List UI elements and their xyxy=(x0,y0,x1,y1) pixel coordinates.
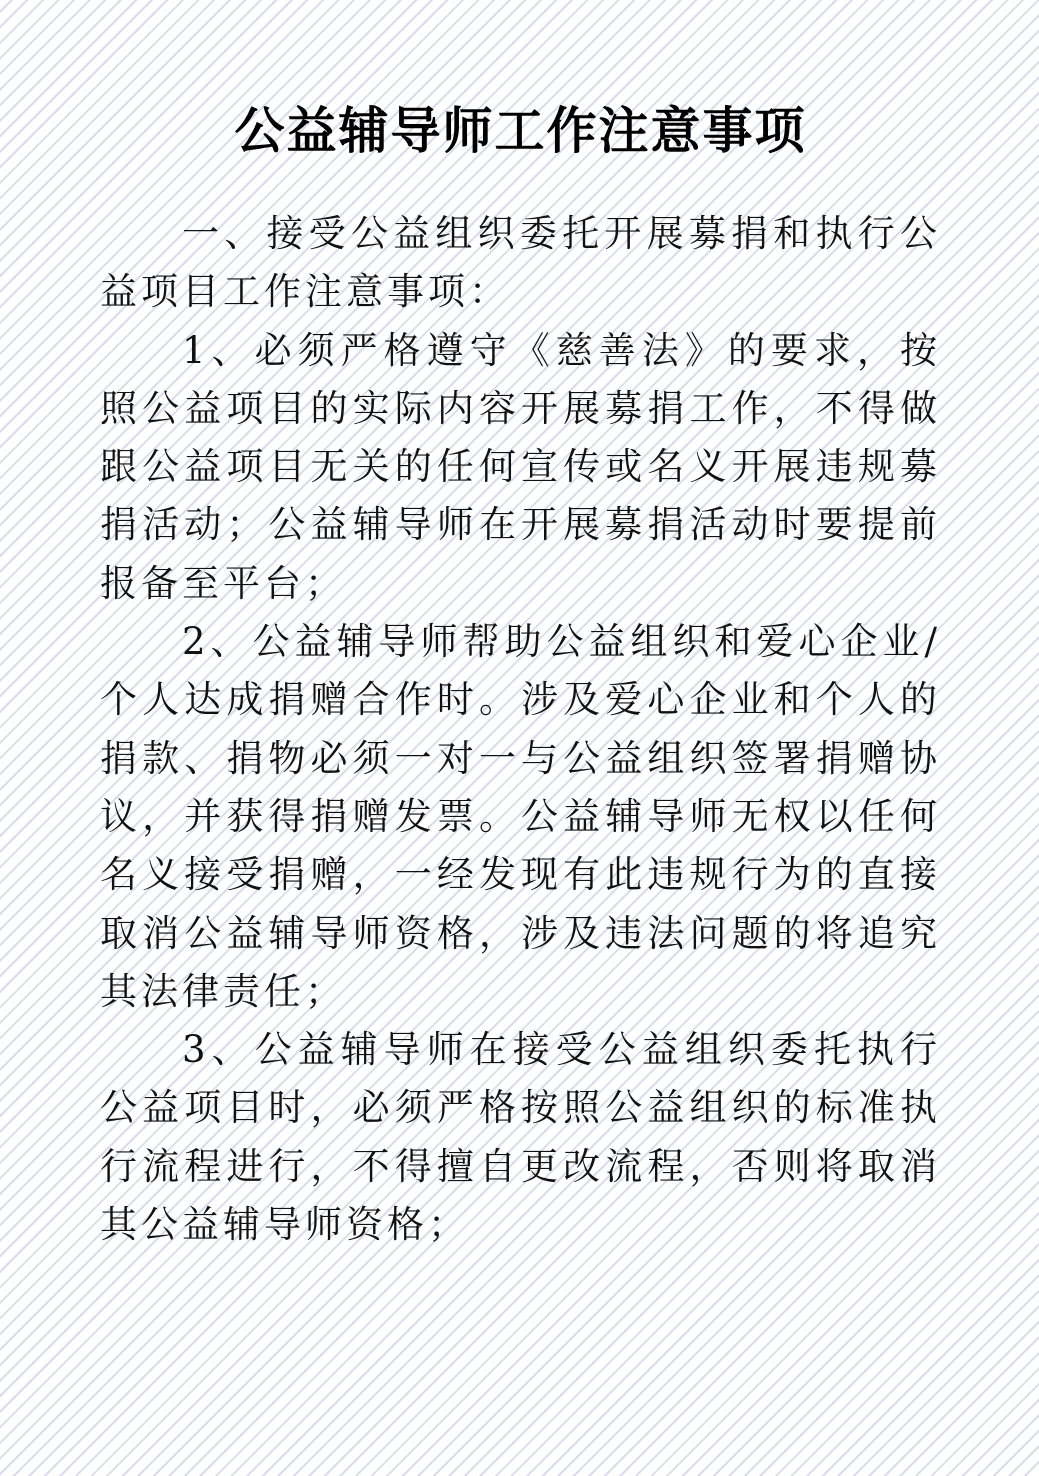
paragraph-item-3: 3、公益辅导师在接受公益组织委托执行公益项目时，必须严格按照公益组织的标准执行流程进行，不得擅自更改流程，否则将取消其公益辅导师资格； xyxy=(100,1028,941,1247)
document-title: 公益辅导师工作注意事项 xyxy=(234,101,807,160)
paragraph-item-1: 1、必须严格遵守《慈善法》的要求，按照公益项目的实际内容开展募捐工作，不得做跟公益项目无关的任何宣传或名义开展违规募捐活动；公益辅导师在开展募捐活动时要提前报备至平台； xyxy=(100,328,941,605)
section-heading: 一、接受公益组织委托开展募捐和执行公益项目工作注意事项： xyxy=(100,212,941,314)
document-body xyxy=(100,205,941,1254)
paragraph-item-2: 2、公益辅导师帮助公益组织和爱心企业/个人达成捐赠合作时。涉及爱心企业和个人的捐款、捐物必须一对一与公益组织签署捐赠协议，并获得捐赠发票。公益辅导师无权以任何名义接受捐赠，一经发现有此违规行为的直接取消公益辅导师资格，涉及违法问题的将追究其法律责任； xyxy=(100,620,941,1013)
